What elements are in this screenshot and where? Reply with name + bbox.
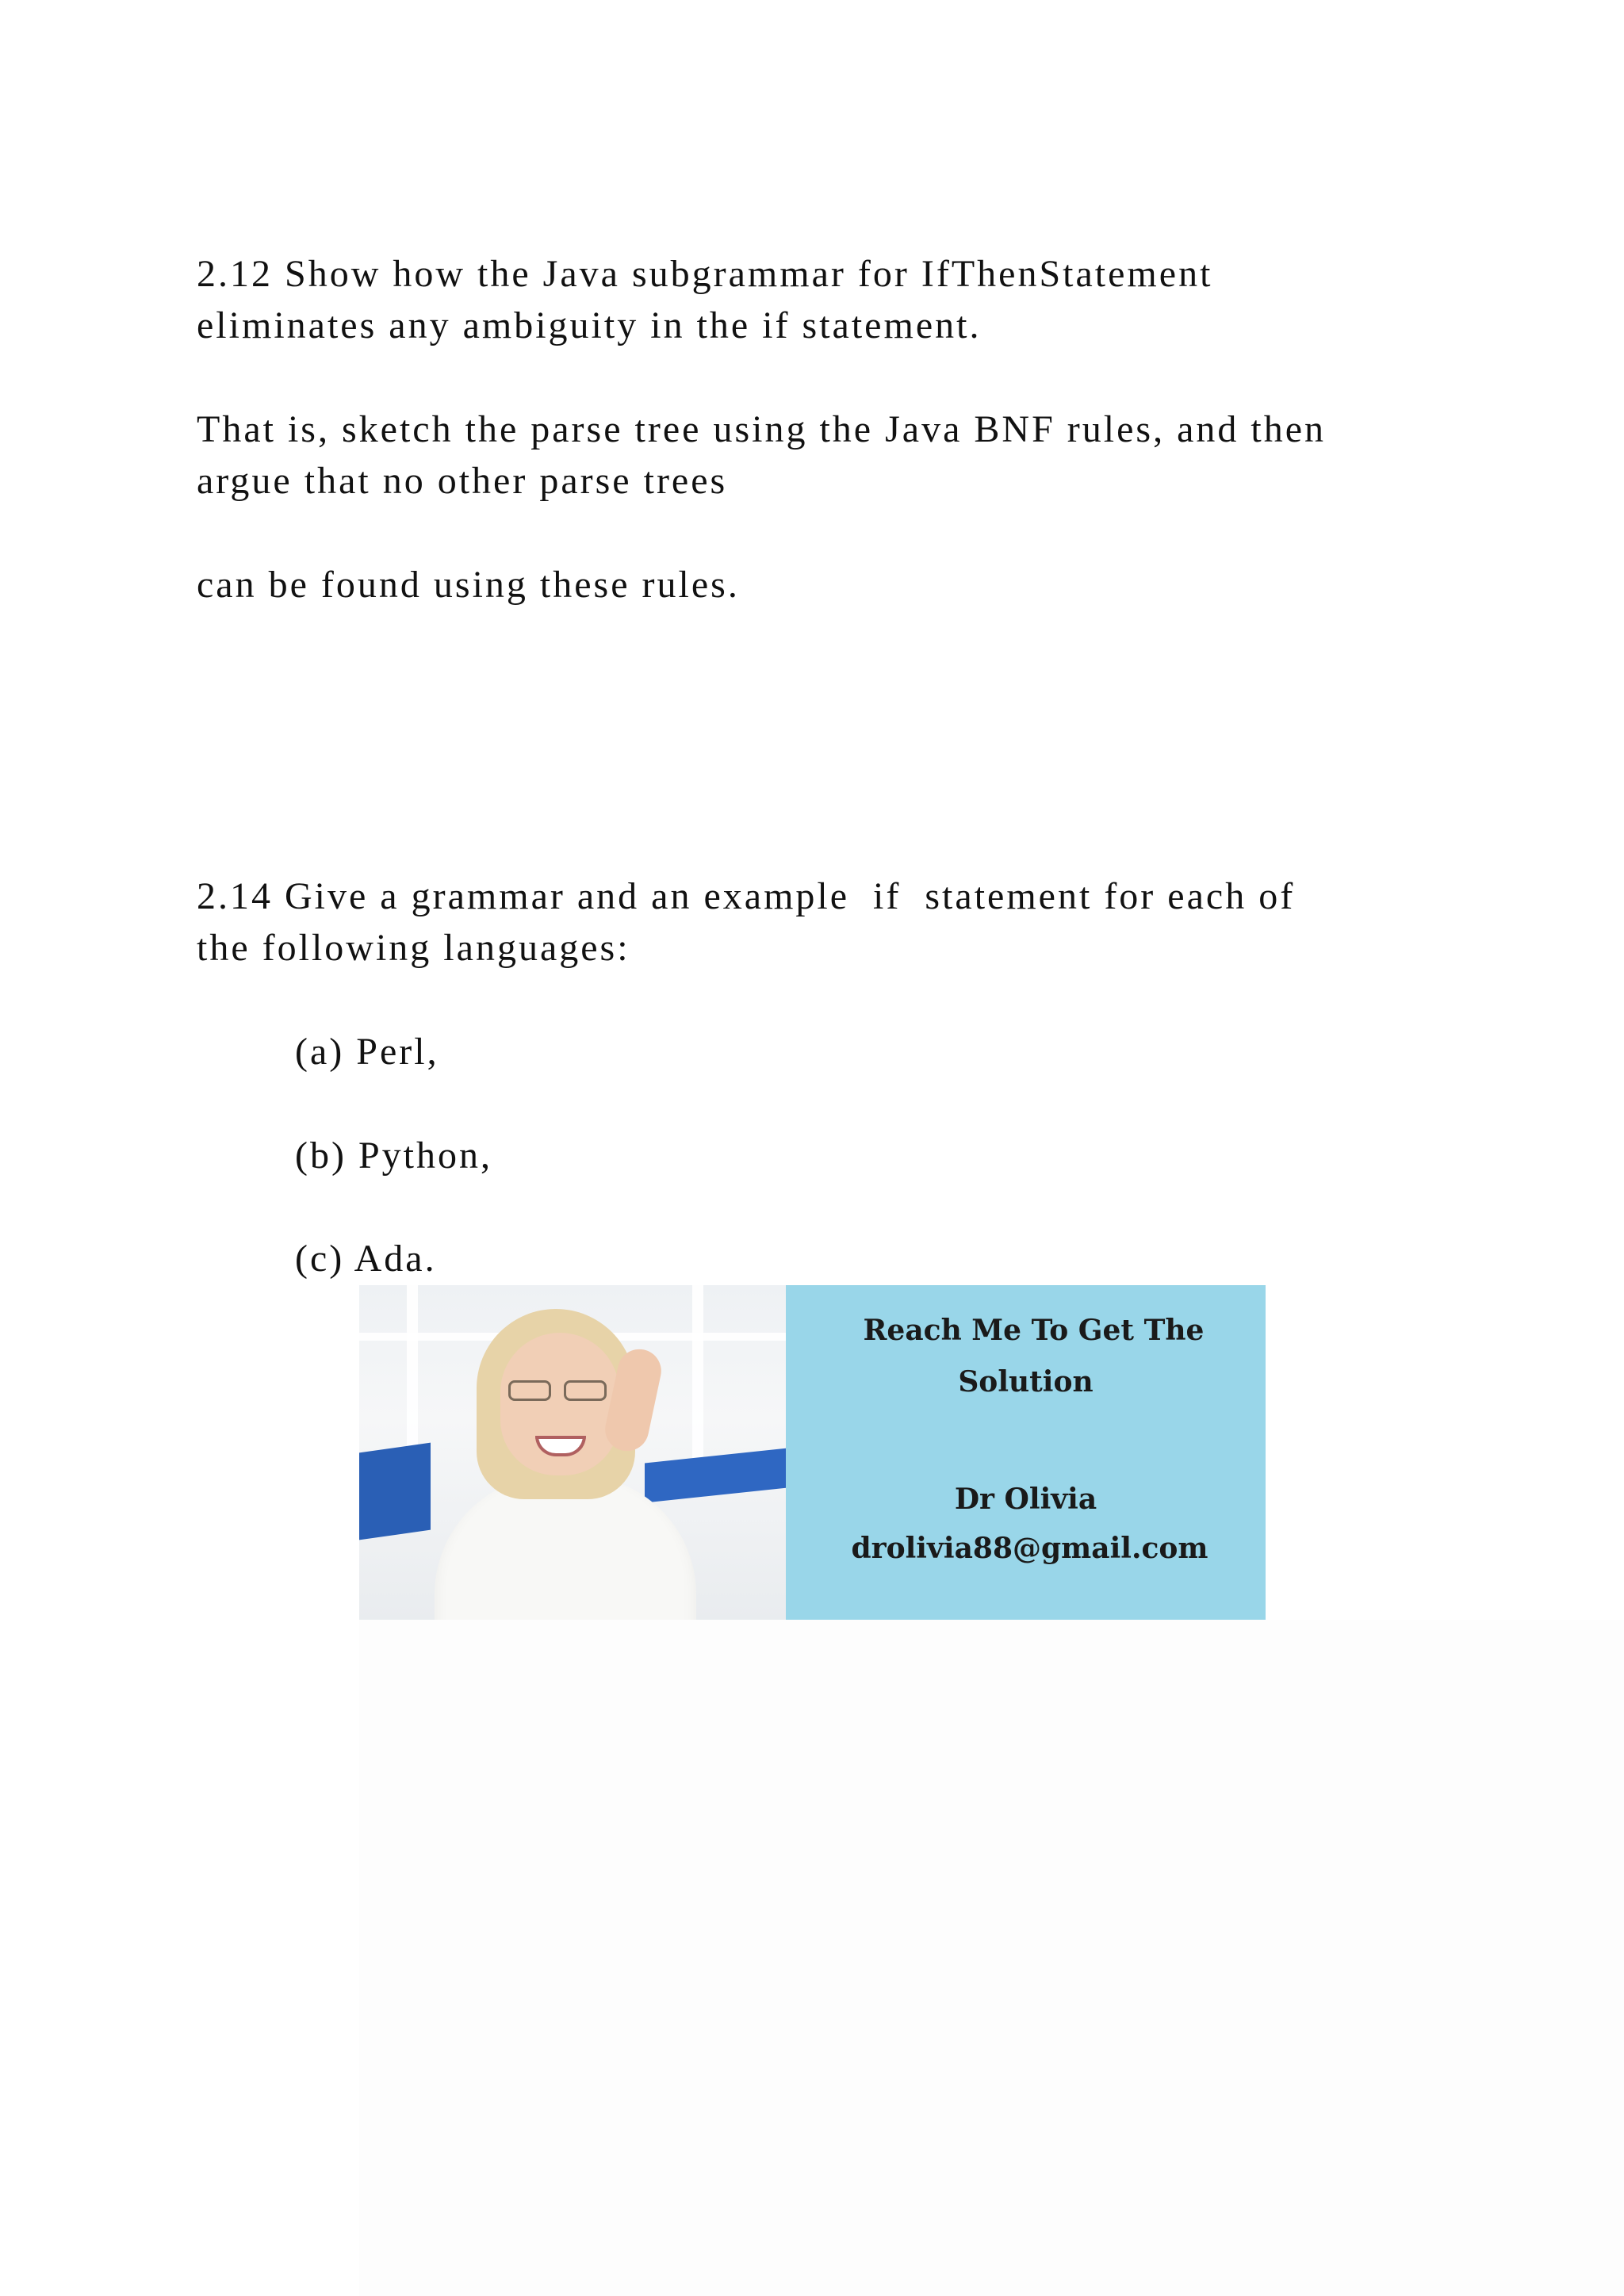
question-2-12-line-3: That is, sketch the parse tree using the Java BNF rules, and then [197,408,1327,450]
banner-contact-name: Dr Olivia [954,1483,1097,1516]
glasses-icon [508,1380,611,1402]
blank-area [359,1620,1624,2296]
question-2-12-line-1: 2.12 Show how the Java subgrammar for IfThenStatement [197,253,1213,295]
option-c-ada: (c) Ada. [295,1238,437,1280]
chair-shape-right [645,1448,786,1503]
banner-headline: Reach Me To Get The [863,1314,1205,1347]
option-b-python: (b) Python, [295,1135,492,1177]
question-2-14-line-1: 2.14 Give a grammar and an example if statement for each of [197,875,1296,917]
contact-ad-banner[interactable] [359,1285,1266,1620]
option-a-perl: (a) Perl, [295,1031,439,1073]
question-2-12-line-5: can be found using these rules. [197,564,740,606]
question-2-12-line-4: argue that no other parse trees [197,460,728,502]
chair-shape [359,1443,431,1540]
banner-contact-email[interactable]: drolivia88@gmail.com [851,1532,1208,1565]
banner-headline-2: Solution [958,1365,1094,1399]
tutor-photo [359,1285,786,1620]
banner-text-panel [786,1285,1266,1620]
question-2-14-line-2: the following languages: [197,927,630,969]
question-2-12-line-2: eliminates any ambiguity in the if statement. [197,304,982,346]
